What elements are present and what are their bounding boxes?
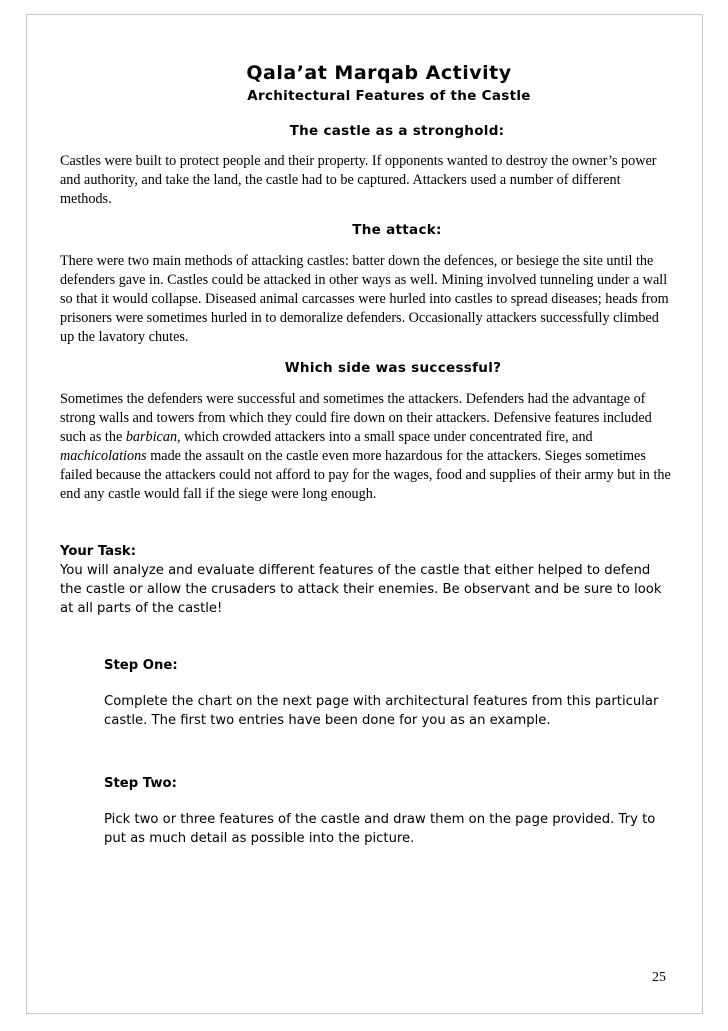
step-two-body: Pick two or three features of the castle and draw them on the page provided. Try to put as much detail as possible into the picture. xyxy=(104,812,656,846)
document-content xyxy=(60,62,674,848)
page-subtitle: Architectural Features of the Castle xyxy=(247,88,531,104)
task-heading: Your Task: xyxy=(60,544,136,559)
section-body-stronghold: Castles were built to protect people and their property. If opponents wanted to destroy the owner’s power and authority, and take the land, the castle had to be captured. Attackers used a number of different methods. xyxy=(60,153,657,207)
task-block xyxy=(60,542,674,618)
task-body: You will analyze and evaluate different features of the castle that either helped to defend the castle or allow the crusaders to attack their enemies. Be observant and be sure to look at all parts of the castle! xyxy=(60,563,662,616)
term-barbican: barbican xyxy=(125,429,178,445)
section-heading-attack: The attack: xyxy=(352,222,442,238)
step-two-heading: Step Two: xyxy=(104,776,177,791)
page-title: Qala’at Marqab Activity xyxy=(246,62,512,84)
page-number: 25 xyxy=(652,970,666,985)
step-one-heading: Step One: xyxy=(104,658,178,673)
step-one xyxy=(104,656,674,730)
section-heading-stronghold: The castle as a stronghold: xyxy=(289,123,505,139)
body-text-part: , which crowded attackers into a small space under concentrated fire, and xyxy=(177,429,593,445)
step-two xyxy=(104,774,674,848)
section-body-successful-side xyxy=(60,390,674,504)
section-heading-successful-side: Which side was successful? xyxy=(284,360,502,376)
section-body-attack: There were two main methods of attacking castles: batter down the defences, or besiege the site until the defenders gave in. Castles could be attacked in other ways as well. Mining involved tunneling under a wall so that it would collapse. Diseased animal carcasses were hurled into castles to spread diseases; heads from prisoners were sometimes hurled in to demoralize defenders. Occasionally attackers successfully climbed up the lavatory chutes. xyxy=(60,253,669,345)
step-one-body: Complete the chart on the next page with architectural features from this particular castle. The first two entries have been done for you as an example. xyxy=(104,694,659,728)
body-text-part: Sometimes the defenders were successful and sometimes the attackers. Defenders had the advantage of strong walls and towers from which they could fire down on their attackers. Defensive features included such as the xyxy=(60,391,652,445)
body-text-part: made the assault on the castle even more hazardous for the attackers. Sieges sometimes failed because the attackers could not afford to pay for the wages, food and supplies of their army but in the end any castle would fall if the siege were long enough. xyxy=(60,448,671,502)
term-machicolations: machicolations xyxy=(60,448,147,464)
